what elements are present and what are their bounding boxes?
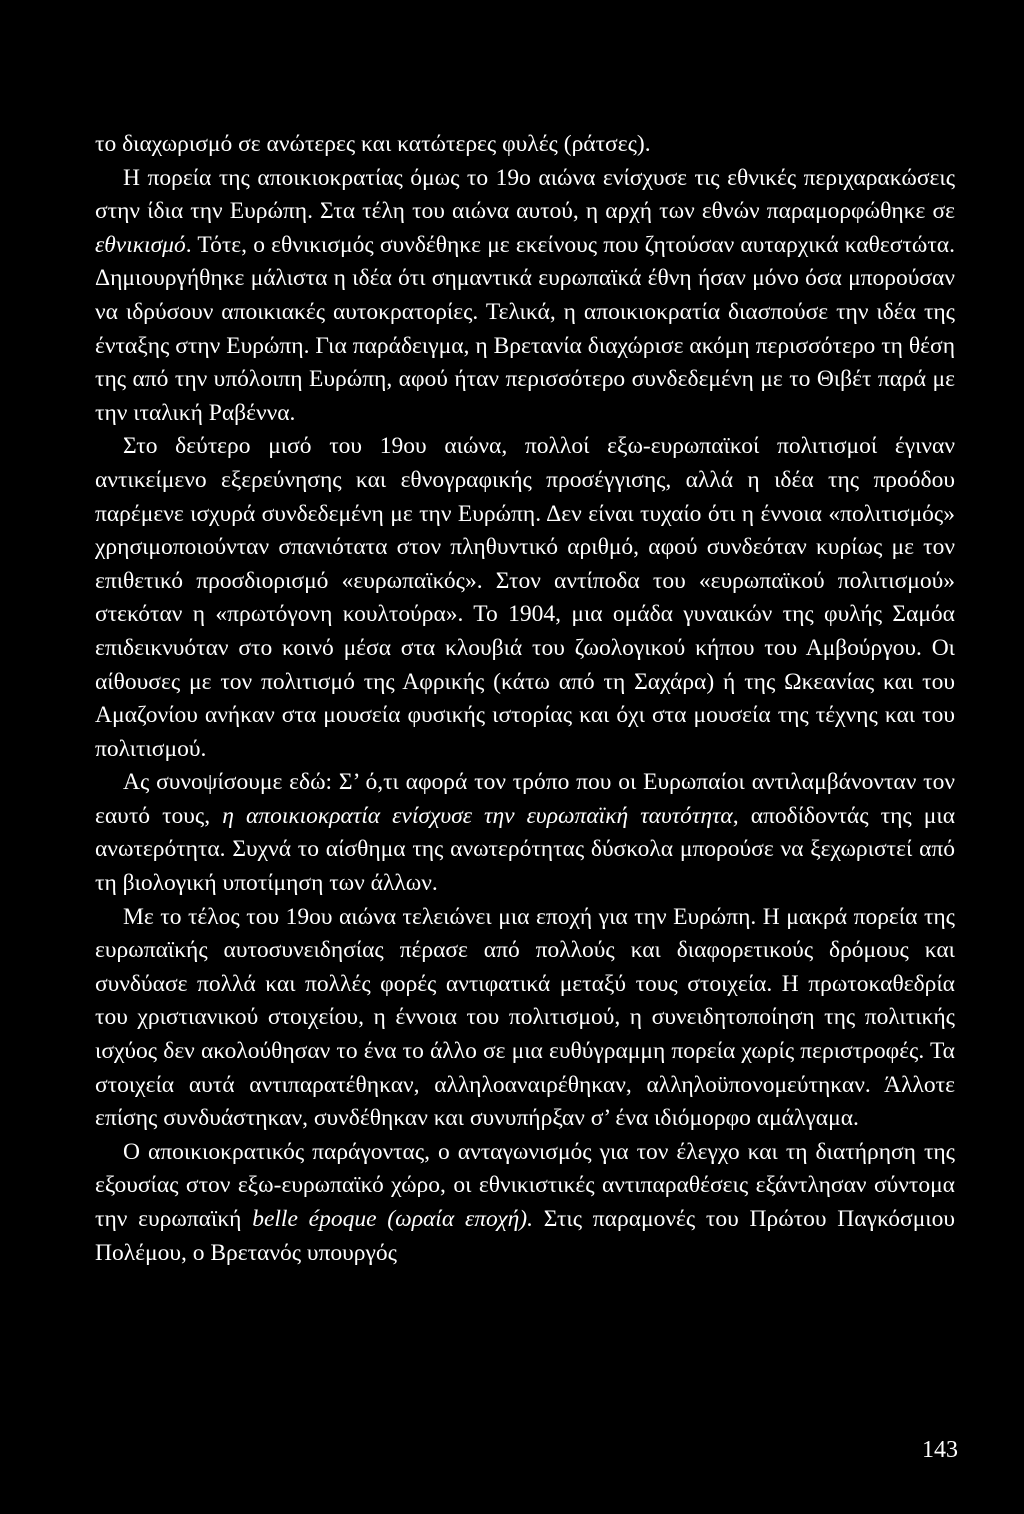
text-run: Ας συνοψίσουμε εδώ: Σ’ ό,τι αφορά τον τρόπο που οι Ευρωπαίοι αντιλαμβάνονταν τον εαυτό τους,	[95, 769, 955, 829]
text-run: Στις παραμονές του Πρώτου Παγκόσμιου Πολέμου, ο Βρετανός υπουργός	[95, 1206, 956, 1266]
paragraph	[95, 766, 955, 900]
text-run: . Τότε, ο εθνικισμός συνδέθηκε με εκείνους που ζητούσαν αυταρχικά καθεστώτα. Δημιουργήθηκε μάλιστα η ιδέα ότι σημαντικά ευρωπαϊκά έθνη ήσαν μόνο όσα μπορούσαν να ιδρύσουν αποικιακές αυτοκρατορίες. Τελικά, η αποικιοκρατία διασπούσε την ιδέα της ένταξης στην Ευρώπη. Για παράδειγμα, η Βρετανία διαχώρισε ακόμη περισσότερο τη θέση της από την υπόλοιπη Ευρώπη, αφού ήταν περισσότερο συνδεδεμένη με το Θιβέτ παρά με την ιταλική Ραβέννα.	[95, 231, 955, 426]
paragraph	[95, 901, 955, 1136]
text-run: Ο αποικιοκρατικός παράγοντας, ο ανταγωνισμός για τον έλεγχο και τη διατήρηση της εξουσίας στον εξω-ευρωπαϊκό χώρο, οι εθνικιστικές αντιπαραθέσεις εξάντλησαν σύντομα την ευρωπαϊκή	[95, 1138, 955, 1232]
paragraph	[95, 1136, 955, 1270]
text-run: Με το τέλος του 19ου αιώνα τελειώνει μια εποχή για την Ευρώπη. Η μακρά πορεία της ευρωπαϊκής αυτοσυνειδησίας πέρασε από πολλούς και διαφορετικούς δρόμους και συνδύασε πολλά και πολλές φορές αντιφατικά μεταξύ τους στοιχεία. Η πρωτοκαθεδρία του χριστιανικού στοιχείου, η έννοια του πολιτισμού, η συνειδητοποίηση της πολιτικής ισχύος δεν ακολούθησαν το ένα το άλλο σε μια ευθύγραμμη πορεία χωρίς περιστροφές. Τα στοιχεία αυτά αντιπαρατέθηκαν, αλληλοαναιρέθηκαν, αλληλοϋπονομεύτηκαν. Άλλοτε επίσης συνδυάστηκαν, συνδέθηκαν και συνυπήρξαν σ’ ένα ιδιόμορφο αμάλγαμα.	[95, 903, 955, 1132]
italic-text: η αποικιοκρατία ενίσχυσε την ευρωπαϊκή ταυτότητα	[222, 802, 733, 829]
text-run: το διαχωρισμό σε ανώτερες και κατώτερες φυλές (ράτσες).	[95, 131, 651, 157]
page-number: 143	[922, 1437, 958, 1463]
italic-text: belle époque (ωραία εποχή).	[252, 1206, 533, 1232]
text-run: Στο δεύτερο μισό του 19ου αιώνα, πολλοί εξω-ευρωπαϊκοί πολιτισμοί έγιναν αντικείμενο εξερεύνησης και εθνογραφικής προσέγγισης, αλλά η ιδέα της προόδου παρέμενε ισχυρά συνδεδεμένη με την Ευρώπη. Δεν είναι τυχαίο ότι η έννοια «πολιτισμός» χρησιμοποιούνταν σπανιότατα στον πληθυντικό αριθμό, αφού συνδεόταν κυρίως με τον επιθετικό προσδιορισμό «ευρωπαϊκός». Στον αντίποδα του «ευρωπαϊκού πολιτισμού» στεκόταν η «πρωτόγονη κουλτούρα». Το 1904, μια ομάδα γυναικών της φυλής Σαμόα επιδεικνυόταν στο κοινό μέσα στα κλουβιά του ζωολογικού κήπου του Αμβούργου. Οι αίθουσες με τον πολιτισμό της Αφρικής (κάτω από τη Σαχάρα) ή της Ωκεανίας και του Αμαζονίου ανήκαν στα μουσεία φυσικής ιστορίας και όχι στα μουσεία της τέχνης και του πολιτισμού.	[95, 433, 955, 762]
paragraph	[95, 128, 955, 162]
italic-text: εθνικισμό	[95, 231, 186, 258]
text-run: Η πορεία της αποικιοκρατίας όμως το 19ο αιώνα ενίσχυσε τις εθνικές περιχαρακώσεις στην ίδια την Ευρώπη. Στα τέλη του αιώνα αυτού, η αρχή των εθνών παραμορφώθηκε σε	[95, 164, 955, 225]
body-text	[95, 128, 955, 1270]
paragraph	[95, 430, 955, 766]
paragraph	[95, 162, 955, 431]
text-run: , αποδίδοντάς της μια ανωτερότητα. Συχνά το αίσθημα της ανωτερότητας δύσκολα μπορούσε να ξεχωριστεί από τη βιολογική υποτίμηση των άλλων.	[95, 802, 956, 897]
